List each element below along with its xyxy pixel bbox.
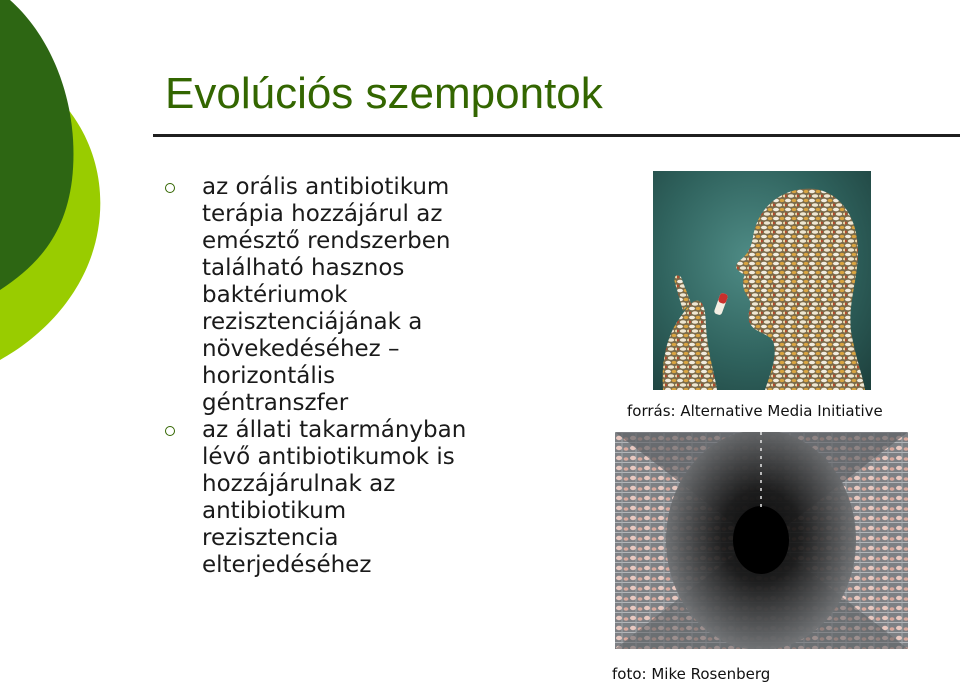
poultry-farm-image (615, 432, 908, 649)
decorative-green-shapes (0, 0, 110, 370)
title-underline (153, 134, 960, 137)
bullet-item (165, 174, 605, 417)
bullet-list (165, 174, 605, 579)
poultry-farm-illustration (615, 432, 908, 649)
circle-bullet-icon (165, 426, 175, 436)
circle-bullet-icon (165, 183, 175, 193)
bullet-item (165, 417, 605, 579)
pill-head-illustration (653, 171, 871, 390)
bullet-text: az orális antibiotikum terápia hozzájárul az emésztő rendszerben található hasznos baktériumok rezisztenciájának a növekedéséhez – horizontális géntranszfer (202, 174, 451, 416)
slide-title: Evolúciós szempontok (165, 69, 603, 118)
pill-head-image-caption: forrás: Alternative Media Initiative (627, 402, 883, 420)
pill-head-image (653, 171, 871, 390)
poultry-farm-image-caption: foto: Mike Rosenberg (612, 665, 771, 683)
bullet-text: az állati takarmányban lévő antibiotikumok is hozzájárulnak az antibiotikum rezisztencia elterjedéséhez (202, 417, 467, 578)
